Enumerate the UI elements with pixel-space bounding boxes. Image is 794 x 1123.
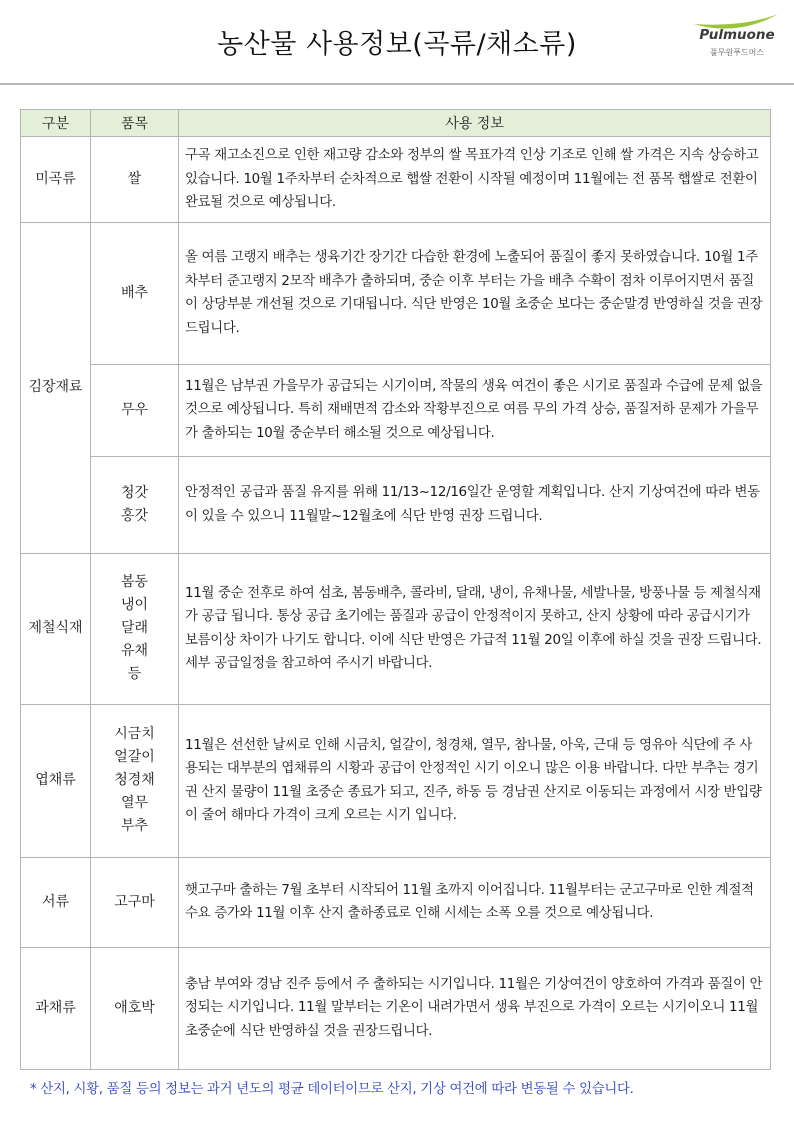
table-row xyxy=(21,947,771,1069)
produce-info-table xyxy=(20,109,771,1070)
item-cell xyxy=(91,364,179,456)
header-category: 구분 xyxy=(21,110,91,137)
item-name: 냉이 xyxy=(120,597,149,613)
category-cell: 미곡류 xyxy=(21,137,91,223)
item-name: 청갓 xyxy=(120,484,149,501)
table-row xyxy=(21,137,771,223)
item-cell xyxy=(91,857,179,947)
item-name: 열무 xyxy=(120,795,149,811)
info-cell: 충남 부여와 경남 진주 등에서 주 출하되는 시기입니다. 11월은 기상여건이 양호하여 가격과 품질이 안정되는 시기입니다. 11월 말부터는 기온이 내려가면서 생육 부진으로 가격이 오르는 시기이오니 11월 초중순에 식단 반영하실 것을 권장드립니다. xyxy=(179,947,771,1069)
table-row xyxy=(21,364,771,456)
company-logo xyxy=(690,10,782,70)
item-cell xyxy=(91,137,179,223)
item-name: 시금치 xyxy=(114,726,155,742)
item-name: 고구마 xyxy=(114,893,155,910)
item-name: 홍갓 xyxy=(120,507,149,524)
table-row xyxy=(21,857,771,947)
info-cell: 11월은 선선한 날씨로 인해 시금치, 얼갈이, 청경채, 열무, 참나물, 아욱, 근대 등 영유아 식단에 주 사용되는 대부분의 엽채류의 시황과 공급이 안정적인 시기 이오니 많은 이용 바랍니다. 다만 부추는 경기권 산지 물량이 11월 초중순 종료가 되고, 진주, 하동 등 경남권 산지로 이동되는 과정에서 시장 반입량이 줄어 해마다 가격이 크게 오르는 시기 입니다. xyxy=(179,704,771,857)
item-name: 유채 xyxy=(120,643,149,659)
info-cell: 햇고구마 출하는 7월 초부터 시작되어 11월 초까지 이어집니다. 11월부터는 군고구마로 인한 계절적 수요 증가와 11월 이후 산지 출하종료로 인해 시세는 소폭 오를 것으로 예상됩니다. xyxy=(179,857,771,947)
item-name: 등 xyxy=(127,666,142,682)
info-cell: 구곡 재고소진으로 인한 재고량 감소와 정부의 쌀 목표가격 인상 기조로 인해 쌀 가격은 지속 상승하고 있습니다. 10월 1주차부터 순차적으로 햅쌀 전환이 시작될 예정이며 11월에는 전 품목 햅쌀로 전환이 완료될 것으로 예상됩니다. xyxy=(179,137,771,223)
info-cell: 올 여름 고랭지 배추는 생육기간 장기간 다습한 환경에 노출되어 품질이 좋지 못하였습니다. 10월 1주차부터 준고랭지 2모작 배추가 출하되며, 중순 이후 부터는 가을 배추 수확이 점차 이루어지면서 품질이 상당부분 개선될 것으로 기대됩니다. 식단 반영은 10월 초중순 보다는 중순말경 반영하실 것을 권장 드립니다. xyxy=(179,222,771,364)
item-cell xyxy=(91,222,179,364)
item-cell xyxy=(91,456,179,553)
category-cell: 과채류 xyxy=(21,947,91,1069)
item-name: 배추 xyxy=(120,284,149,301)
item-name: 얼갈이 xyxy=(114,749,155,765)
table-row xyxy=(21,553,771,704)
logo-brand-text: Pulmuone xyxy=(699,27,775,43)
table-row xyxy=(21,456,771,553)
table-header-row xyxy=(21,110,771,137)
item-cell xyxy=(91,553,179,704)
item-name: 달래 xyxy=(120,620,149,636)
category-cell: 김장재료 xyxy=(21,222,91,553)
header-info: 사용 정보 xyxy=(179,110,771,137)
page-title: 농산물 사용정보(곡류/채소류) xyxy=(217,29,577,60)
category-cell: 서류 xyxy=(21,857,91,947)
item-name: 봄동 xyxy=(120,574,149,590)
category-cell: 제철식재 xyxy=(21,553,91,704)
item-name: 청경채 xyxy=(114,772,155,788)
table-row xyxy=(21,704,771,857)
info-cell: 안정적인 공급과 품질 유지를 위해 11/13~12/16일간 운영할 계획입니다. 산지 기상여건에 따라 변동이 있을 수 있으니 11월말~12월초에 식단 반영 권장 드립니다. xyxy=(179,456,771,553)
info-cell: 11월 중순 전후로 하여 섬초, 봄동배추, 콜라비, 달래, 냉이, 유채나물, 세발나물, 방풍나물 등 제철식재가 공급 됩니다. 통상 공급 초기에는 품질과 공급이 안정적이지 못하고, 산지 상황에 따라 공급시기가 보름이상 차이가 나기도 합니다. 이에 식단 반영은 가급적 11월 20일 이후에 하실 것을 권장 드립니다. 세부 공급일정을 참고하여 주시기 바랍니다. xyxy=(179,553,771,704)
item-name: 무우 xyxy=(120,401,149,418)
item-name: 애호박 xyxy=(114,999,155,1016)
item-name: 쌀 xyxy=(127,170,142,187)
info-cell: 11월은 남부권 가을무가 공급되는 시기이며, 작물의 생육 여건이 좋은 시기로 품질과 수급에 문제 없을 것으로 예상됩니다. 특히 재배면적 감소와 작황부진으로 여름 무의 가격 상승, 품질저하 문제가 가을무가 출하되는 10월 중순부터 해소될 것으로 예상됩니다. xyxy=(179,364,771,456)
footnote: * 산지, 시황, 품질 등의 정보는 과거 년도의 평균 데이터이므로 산지, 기상 여건에 따라 변동될 수 있습니다. xyxy=(30,1082,634,1097)
item-name: 부추 xyxy=(120,818,149,834)
item-cell xyxy=(91,704,179,857)
header-divider xyxy=(0,83,794,85)
header-item: 품목 xyxy=(91,110,179,137)
table-row xyxy=(21,222,771,364)
logo-sub-text: 풀무원푸드머스 xyxy=(709,48,765,57)
item-cell xyxy=(91,947,179,1069)
category-cell: 엽채류 xyxy=(21,704,91,857)
